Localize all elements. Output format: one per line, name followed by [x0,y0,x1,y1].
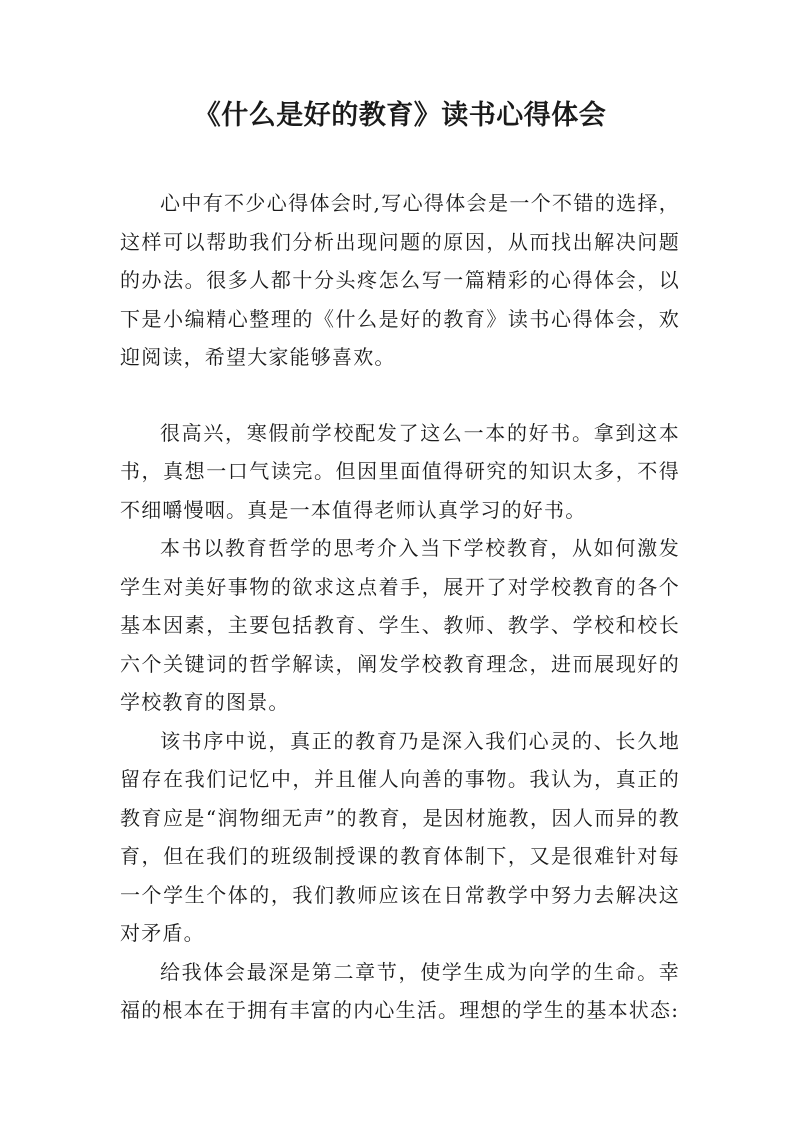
body-paragraph: 很高兴，寒假前学校配发了这么一本的好书。拿到这本书，真想一口气读完。但因里面值得研究的知识太多，不得不细嚼慢咽。真是一本值得老师认真学习的好书。 [120,420,680,522]
body-paragraph: 该书序中说，真正的教育乃是深入我们心灵的、长久地留存在我们记忆中，并且催人向善的事物。我认为，真正的教育应是“润物细无声”的教育，是因材施教，因人而异的教育，但在我们的班级制授课的教育体制下，又是很难针对每一个学生个体的，我们教师应该在日常教学中努力去解决这对矛盾。 [120,728,680,945]
intro-paragraph: 心中有不少心得体会时,写心得体会是一个不错的选择，这样可以帮助我们分析出现问题的原因，从而找出解决问题的办法。很多人都十分头疼怎么写一篇精彩的心得体会，以下是小编精心整理的《什么是好的教育》读书心得体会，欢迎阅读，希望大家能够喜欢。 [120,191,680,369]
body-paragraph: 本书以教育哲学的思考介入当下学校教育，从如何激发学生对美好事物的欲求这点着手，展开了对学校教育的各个基本因素，主要包括教育、学生、教师、教学、学校和校长六个关键词的哲学解读，阐发学校教育理念，进而展现好的学校教育的图景。 [120,536,680,714]
document-body [120,184,680,1030]
page-title: 《什么是好的教育》读书心得体会 [193,100,607,131]
paragraph-gap [120,377,680,414]
body-paragraph: 给我体会最深是第二章节，使学生成为向学的生命。幸福的根本在于拥有丰富的内心生活。理想的学生的基本状态: [120,959,680,1022]
